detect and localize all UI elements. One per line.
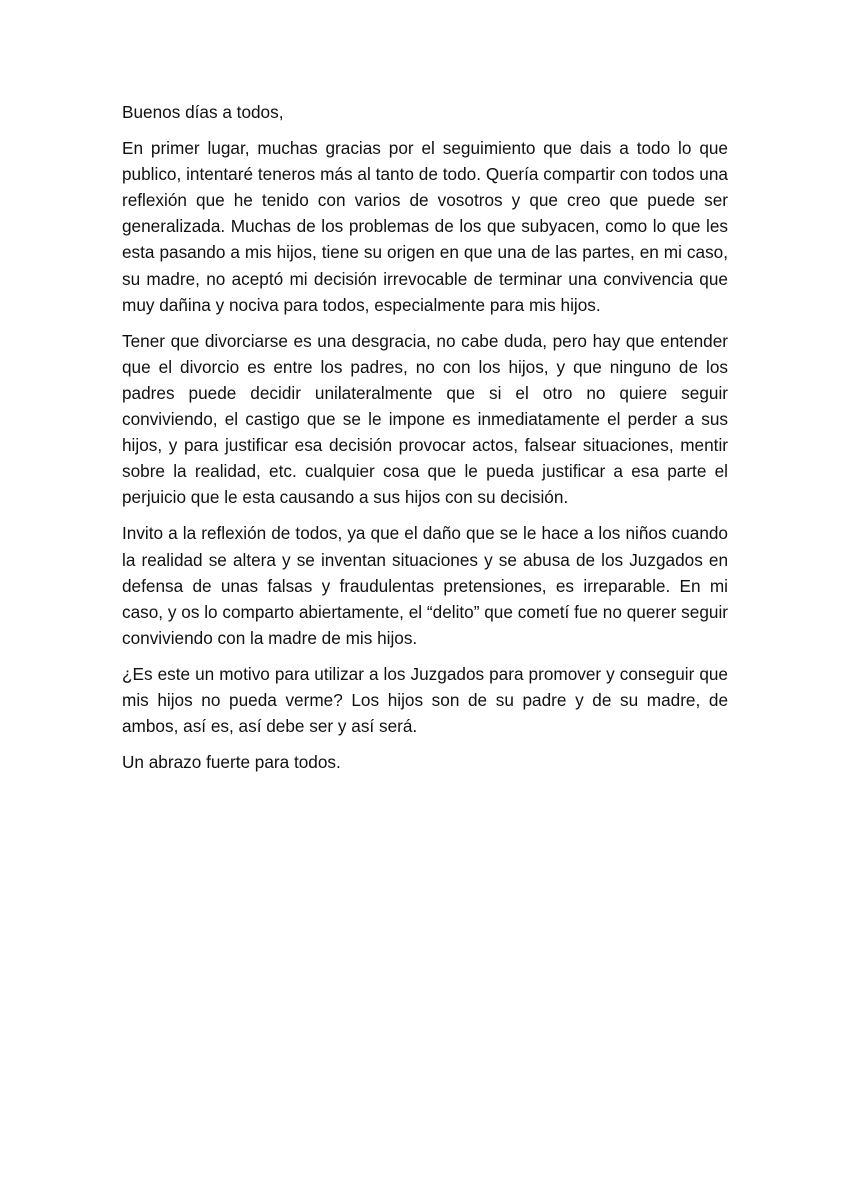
paragraph-1: En primer lugar, muchas gracias por el seguimiento que dais a todo lo que publico, intentaré teneros más al tanto de todo. Quería compartir con todos una reflexión que he tenido con varios de vosotros y que creo que puede ser generalizada. Muchas de los problemas de los que subyacen, como lo que les esta pasando a mis hijos, tiene su origen en que una de las partes, en mi caso, su madre, no aceptó mi decisión irrevocable de terminar una convivencia que muy dañina y nociva para todos, especialmente para mis hijos.	[122, 138, 728, 315]
paragraph-2: Tener que divorciarse es una desgracia, no cabe duda, pero hay que entender que el divorcio es entre los padres, no con los hijos, y que ninguno de los padres puede decidir unilateralmente que si el otro no quiere seguir conviviendo, el castigo que se le impone es inmediatamente el perder a sus hijos, y para justificar esa decisión provocar actos, falsear situaciones, mentir sobre la realidad, etc. cualquier cosa que le pueda justificar a esa parte el perjuicio que le esta causando a sus hijos con su decisión.	[122, 330, 728, 508]
closing-line: Un abrazo fuerte para todos.	[122, 752, 341, 773]
paragraph-4: ¿Es este un motivo para utilizar a los Juzgados para promover y conseguir que mis hijos no pueda verme? Los hijos son de su padre y de su madre, de ambos, así es, así debe ser y así será.	[122, 663, 728, 737]
paragraph-3: Invito a la reflexión de todos, ya que el daño que se le hace a los niños cuando la realidad se altera y se inventan situaciones y se abusa de los Juzgados en defensa de unas falsas y fraudulentas pretensiones, es irreparable. En mi caso, y os lo comparto abiertamente, el “delito” que cometí fue no querer seguir conviviendo con la madre de mis hijos.	[122, 523, 728, 648]
letter-body	[122, 99, 728, 775]
greeting-line: Buenos días a todos,	[122, 102, 284, 122]
